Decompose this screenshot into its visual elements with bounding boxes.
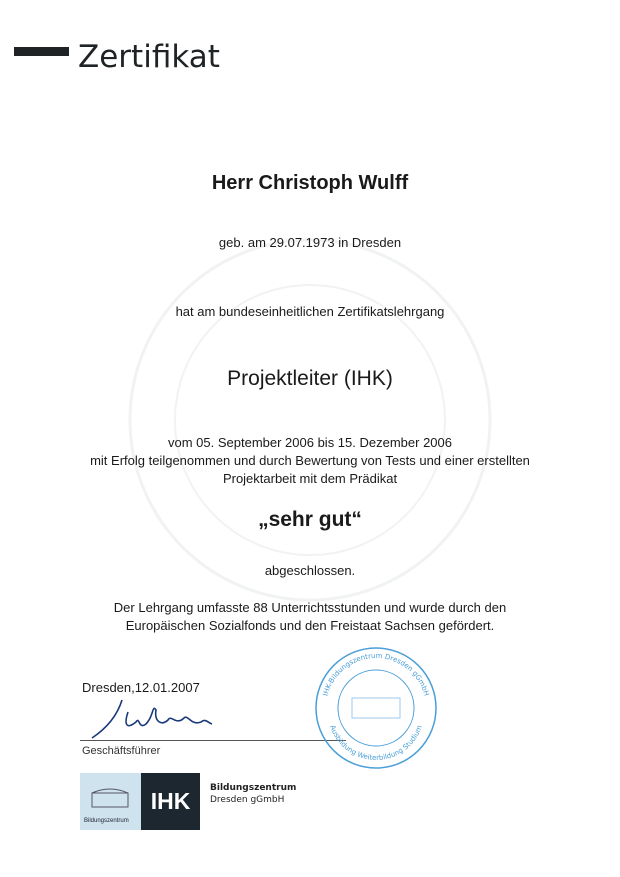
building-image: Bildungszentrum (80, 773, 141, 830)
grade: „sehr gut“ (258, 508, 362, 531)
title-bar-decoration (14, 47, 69, 56)
institution-line-2: Dresden gGmbH (210, 795, 285, 805)
stamp-text-top: IHK-Bildungszentrum Dresden gGmbH (321, 651, 431, 697)
signature-line (80, 740, 346, 741)
closing-text: abgeschlossen. (264, 563, 356, 578)
ihk-logo (80, 773, 200, 830)
place-date: Dresden,12.01.2007 (82, 680, 200, 695)
stamp-text-bottom: Ausbildung Weiterbildung Studium (328, 724, 424, 763)
completion-text-2: Projektarbeit mit dem Prädikat (222, 471, 398, 486)
completion-text-1: mit Erfolg teilgenommen und durch Bewertung von Tests und einer erstellten (90, 453, 530, 468)
page-title: Zertifikat (78, 39, 220, 75)
intro-text: hat am bundeseinheitlichen Zertifikatslehrgang (175, 304, 445, 319)
ihk-mark: IHK (141, 773, 200, 830)
institution-name (210, 782, 296, 806)
svg-text:IHK-Bildungszentrum Dresden gG (322, 652, 431, 697)
funding-text-1: Der Lehrgang umfasste 88 Unterrichtsstunden und wurde durch den (113, 600, 507, 615)
svg-text:Ausbildung Weiterbildung Studi (328, 724, 424, 762)
signer-role: Geschäftsführer (82, 745, 161, 757)
institution-line-1: Bildungszentrum (210, 783, 297, 793)
watermark-seal (120, 230, 500, 610)
birth-info: geb. am 29.07.1973 in Dresden (218, 235, 402, 250)
course-dates: vom 05. September 2006 bis 15. Dezember 2006 (167, 435, 453, 450)
funding-text-2: Europäischen Sozialfonds und den Freistaat Sachsen gefördert. (125, 618, 495, 633)
course-title: Projektleiter (IHK) (227, 367, 393, 390)
official-stamp (314, 646, 438, 770)
handwritten-signature (80, 698, 230, 739)
recipient-name: Herr Christoph Wulff (211, 172, 409, 194)
